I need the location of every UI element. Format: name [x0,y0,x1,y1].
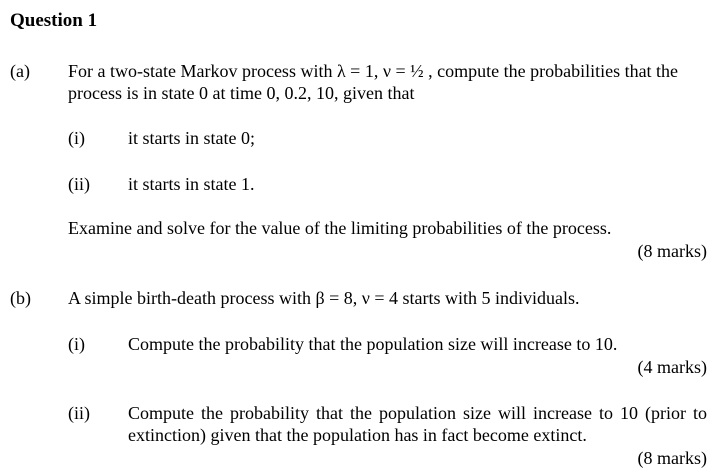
part-a-examine-text: Examine and solve for the value of the limiting probabilities of the process. [68,218,612,238]
part-a-sub-i-number: (i) [68,128,85,148]
part-b-sub-ii-text: Compute the probability that the population size will increase to 10 (prior to extinction) given that the population has in fact become extinct. [128,403,707,445]
part-a-label: (a) [10,61,30,81]
part-b-sub-i-marks: (4 marks) [637,357,707,377]
part-b-sub-i-text: Compute the probability that the population size will increase to 10. [128,334,618,354]
part-b-sub-ii-marks: (8 marks) [637,448,707,468]
part-b-sub-i-number: (i) [68,334,85,354]
part-b-label: (b) [10,288,31,308]
part-a-sub-i-text: it starts in state 0; [128,128,255,148]
part-a-marks: (8 marks) [637,241,707,261]
part-b-sub-ii-number: (ii) [68,403,90,423]
question-title: Question 1 [10,10,98,31]
part-a-sub-ii-number: (ii) [68,174,90,194]
part-a-intro: For a two-state Markov process with λ = 1, ν = ½ , compute the probabilities that the process is in state 0 at time 0, 0.2, 10, given that [68,61,679,103]
part-b-intro: A simple birth-death process with β = 8, ν = 4 starts with 5 individuals. [68,288,580,308]
part-a-sub-ii-text: it starts in state 1. [128,174,255,194]
